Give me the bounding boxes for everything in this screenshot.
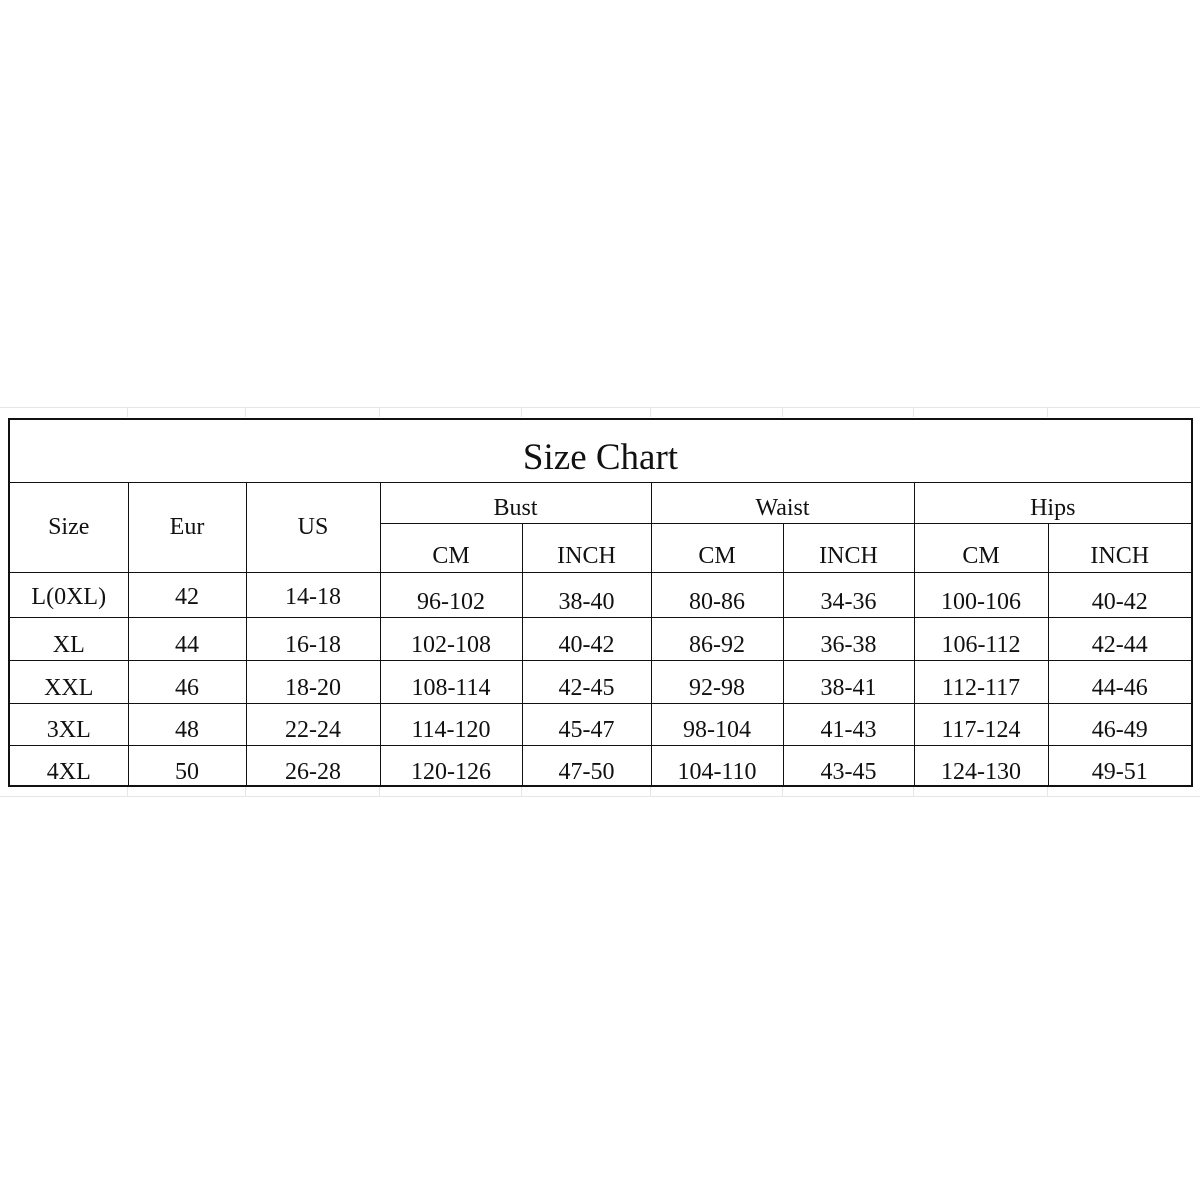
grid-tick: [127, 787, 128, 797]
table-row: [10, 617, 1191, 660]
grid-tick: [782, 407, 783, 417]
cell-bust-inch: 42-45: [522, 660, 651, 703]
cell-hips-cm: 100-106: [914, 572, 1048, 617]
cell-size: L(0XL): [10, 572, 128, 617]
header-size: Size: [10, 482, 128, 572]
cell-size: 3XL: [10, 703, 128, 745]
header-eur: Eur: [128, 482, 246, 572]
header-us: US: [246, 482, 380, 572]
cell-us: 26-28: [246, 745, 380, 787]
cell-eur: 46: [128, 660, 246, 703]
cell-us: 22-24: [246, 703, 380, 745]
header-waist-cm: CM: [651, 523, 783, 572]
cell-waist-inch: 36-38: [783, 617, 914, 660]
header-hips-inch: INCH: [1048, 523, 1191, 572]
grid-tick: [913, 787, 914, 797]
cell-bust-inch: 45-47: [522, 703, 651, 745]
size-chart: [8, 418, 1193, 787]
cell-eur: 48: [128, 703, 246, 745]
grid-tick: [379, 787, 380, 797]
grid-tick: [782, 787, 783, 797]
cell-eur: 42: [128, 572, 246, 617]
cell-waist-cm: 104-110: [651, 745, 783, 787]
grid-tick: [245, 787, 246, 797]
cell-waist-cm: 86-92: [651, 617, 783, 660]
cell-waist-inch: 43-45: [783, 745, 914, 787]
cell-eur: 50: [128, 745, 246, 787]
cell-waist-inch: 38-41: [783, 660, 914, 703]
grid-tick: [913, 407, 914, 417]
grid-tick: [521, 407, 522, 417]
cell-hips-inch: 49-51: [1048, 745, 1191, 787]
cell-hips-cm: 112-117: [914, 660, 1048, 703]
cell-us: 14-18: [246, 572, 380, 617]
grid-tick: [521, 787, 522, 797]
grid-line: [0, 407, 1200, 408]
cell-bust-inch: 47-50: [522, 745, 651, 787]
grid-tick: [127, 407, 128, 417]
cell-size: 4XL: [10, 745, 128, 787]
header-hips-cm: CM: [914, 523, 1048, 572]
cell-hips-cm: 117-124: [914, 703, 1048, 745]
size-chart-table: [10, 420, 1191, 787]
grid-tick: [379, 407, 380, 417]
cell-waist-inch: 41-43: [783, 703, 914, 745]
cell-bust-cm: 96-102: [380, 572, 522, 617]
cell-waist-inch: 34-36: [783, 572, 914, 617]
cell-waist-cm: 92-98: [651, 660, 783, 703]
header-bust: Bust: [380, 482, 651, 523]
table-row: [10, 572, 1191, 617]
cell-size: XL: [10, 617, 128, 660]
table-row: [10, 703, 1191, 745]
cell-waist-cm: 80-86: [651, 572, 783, 617]
cell-hips-cm: 124-130: [914, 745, 1048, 787]
grid-tick: [650, 407, 651, 417]
cell-eur: 44: [128, 617, 246, 660]
header-bust-inch: INCH: [522, 523, 651, 572]
cell-hips-inch: 42-44: [1048, 617, 1191, 660]
cell-hips-inch: 40-42: [1048, 572, 1191, 617]
cell-hips-inch: 44-46: [1048, 660, 1191, 703]
cell-size: XXL: [10, 660, 128, 703]
table-row: [10, 745, 1191, 787]
grid-tick: [650, 787, 651, 797]
cell-us: 18-20: [246, 660, 380, 703]
cell-bust-inch: 40-42: [522, 617, 651, 660]
grid-tick: [1047, 787, 1048, 797]
cell-waist-cm: 98-104: [651, 703, 783, 745]
table-row: [10, 660, 1191, 703]
grid-tick: [1047, 407, 1048, 417]
header-hips: Hips: [914, 482, 1191, 523]
cell-us: 16-18: [246, 617, 380, 660]
chart-title: Size Chart: [10, 420, 1191, 482]
cell-hips-cm: 106-112: [914, 617, 1048, 660]
cell-bust-inch: 38-40: [522, 572, 651, 617]
cell-hips-inch: 46-49: [1048, 703, 1191, 745]
header-waist-inch: INCH: [783, 523, 914, 572]
cell-bust-cm: 120-126: [380, 745, 522, 787]
grid-line: [0, 796, 1200, 797]
cell-bust-cm: 114-120: [380, 703, 522, 745]
cell-bust-cm: 102-108: [380, 617, 522, 660]
grid-tick: [245, 407, 246, 417]
cell-bust-cm: 108-114: [380, 660, 522, 703]
header-bust-cm: CM: [380, 523, 522, 572]
header-waist: Waist: [651, 482, 914, 523]
